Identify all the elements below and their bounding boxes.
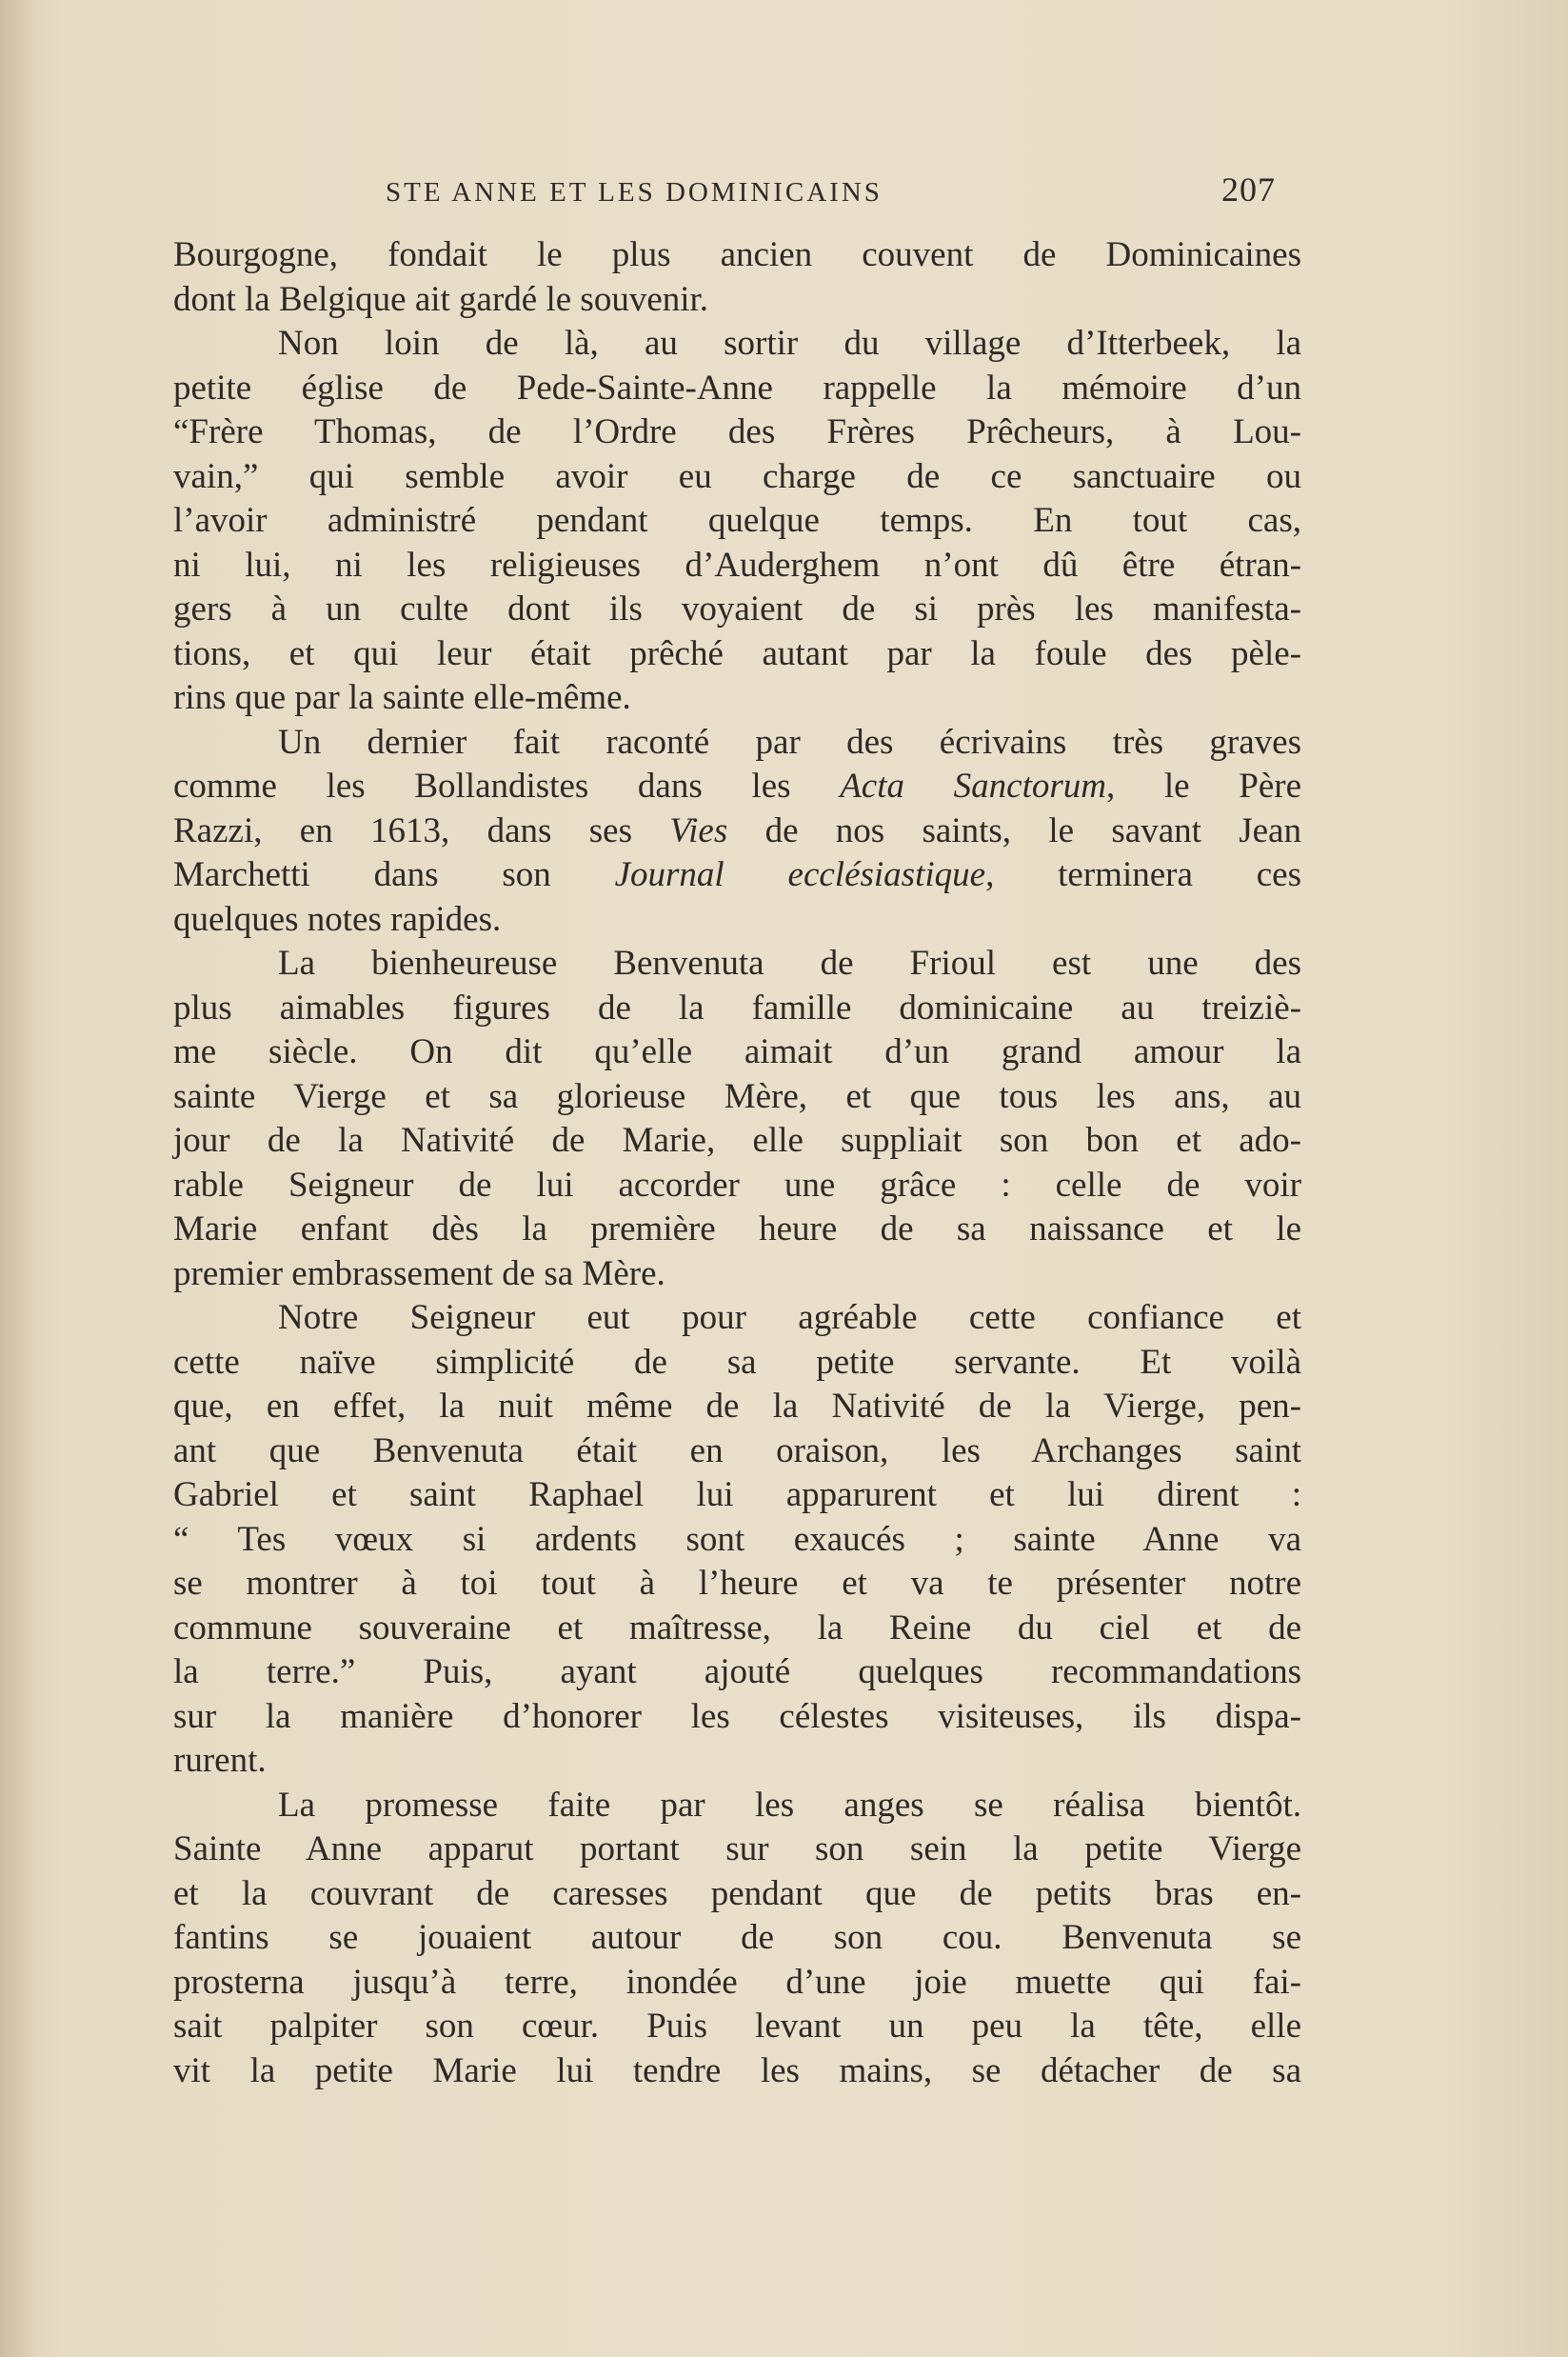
- text-line: Bourgogne, fondait le plus ancien couvent de Dominicaines: [173, 235, 1301, 274]
- running-title: STE ANNE ET LES DOMINICAINS: [386, 177, 883, 208]
- text-line: gers à un culte dont ils voyaient de si près les manifesta-: [173, 589, 1301, 629]
- text-line: la terre.” Puis, ayant ajouté quelques recommandations: [173, 1652, 1301, 1691]
- italic-title: Vies: [669, 810, 728, 850]
- text-line: vit la petite Marie lui tendre les mains, se détacher de sa: [173, 2050, 1301, 2090]
- text-line: sait palpiter son cœur. Puis levant un peu la tête, elle: [173, 2007, 1301, 2046]
- page-number: 207: [1221, 170, 1276, 209]
- text-line: me siècle. On dit qu’elle aimait d’un grand amour la: [173, 1032, 1301, 1071]
- text-line: Non loin de là, au sortir du village d’Itterbeek, la: [278, 324, 1301, 363]
- body-text: [173, 233, 1301, 2093]
- text-line: ant que Benvenuta était en oraison, les Archanges saint: [173, 1430, 1301, 1470]
- text-line: dont la Belgique ait gardé le souvenir.: [173, 279, 709, 319]
- text-line: “Frère Thomas, de l’Ordre des Frères Prêcheurs, à Lou-: [173, 412, 1301, 451]
- text-run: Marchetti dans son: [173, 855, 615, 894]
- spine-shadow: [0, 0, 38, 2357]
- text-run: , terminera ces: [985, 855, 1301, 894]
- text-line: Gabriel et saint Raphael lui apparurent et lui dirent :: [173, 1475, 1301, 1514]
- text-line: petite église de Pede-Sainte-Anne rappelle la mémoire d’un: [173, 368, 1301, 408]
- text-line: premier embrassement de sa Mère.: [173, 1253, 665, 1293]
- text-line: tions, et qui leur était prêché autant par la foule des pèle-: [173, 633, 1301, 673]
- text-run: , le Père: [1105, 767, 1302, 806]
- text-line: [173, 765, 1301, 809]
- text-line: commune souveraine et maîtresse, la Reine du ciel et de: [173, 1608, 1301, 1648]
- text-run: Razzi, en 1613, dans ses: [173, 810, 670, 850]
- text-run: de nos saints, le savant Jean: [727, 810, 1301, 850]
- text-line: Sainte Anne apparut portant sur son sein la petite Vierge: [173, 1829, 1301, 1868]
- text-line: ni lui, ni les religieuses d’Auderghem n’ont dû être étran-: [173, 545, 1301, 585]
- text-line: vain,” qui semble avoir eu charge de ce sanctuaire ou: [173, 456, 1301, 496]
- italic-title: Acta Sanctorum: [840, 767, 1106, 806]
- text-line: rins que par la sainte elle-même.: [173, 678, 631, 717]
- text-line: fantins se jouaient autour de son cou. Benvenuta se: [173, 1918, 1301, 1957]
- text-line: l’avoir administré pendant quelque temps. En tout cas,: [173, 501, 1301, 540]
- text-line: que, en effet, la nuit même de la Nativité de la Vierge, pen-: [173, 1387, 1301, 1426]
- text-line: sur la manière d’honorer les célestes visiteuses, ils dispa-: [173, 1696, 1301, 1736]
- text-line: se montrer à toi tout à l’heure et va te présenter notre: [173, 1564, 1301, 1603]
- text-line: sainte Vierge et sa glorieuse Mère, et que tous les ans, au: [173, 1076, 1301, 1116]
- text-line: et la couvrant de caresses pendant que de petits bras en-: [173, 1873, 1301, 1913]
- text-line: Marie enfant dès la première heure de sa naissance et le: [173, 1209, 1301, 1248]
- text-line: quelques notes rapides.: [173, 899, 502, 939]
- text-line: cette naïve simplicité de sa petite servante. Et voilà: [173, 1342, 1301, 1382]
- text-line: rurent.: [173, 1741, 267, 1780]
- italic-title: Journal ecclésiastique: [614, 855, 986, 894]
- text-run: comme les Bollandistes dans les: [173, 767, 841, 806]
- text-line: Notre Seigneur eut pour agréable cette confiance et: [278, 1298, 1301, 1337]
- text-line: jour de la Nativité de Marie, elle suppliait son bon et ado-: [173, 1121, 1301, 1160]
- text-line: “ Tes vœux si ardents sont exaucés ; sainte Anne va: [173, 1519, 1301, 1559]
- text-line: [173, 809, 1301, 854]
- page-header: [381, 170, 1276, 227]
- text-line: prosterna jusqu’à terre, inondée d’une joie muette qui fai-: [173, 1962, 1301, 2002]
- text-line: La bienheureuse Benvenuta de Frioul est une des: [278, 944, 1301, 983]
- text-line: La promesse faite par les anges se réalisa bientôt.: [278, 1785, 1301, 1825]
- text-line: plus aimables figures de la famille dominicaine au treiziè-: [173, 988, 1301, 1028]
- text-line: rable Seigneur de lui accorder une grâce : celle de voir: [173, 1165, 1301, 1205]
- text-line: [173, 853, 1301, 898]
- text-line: Un dernier fait raconté par des écrivains très graves: [278, 722, 1301, 762]
